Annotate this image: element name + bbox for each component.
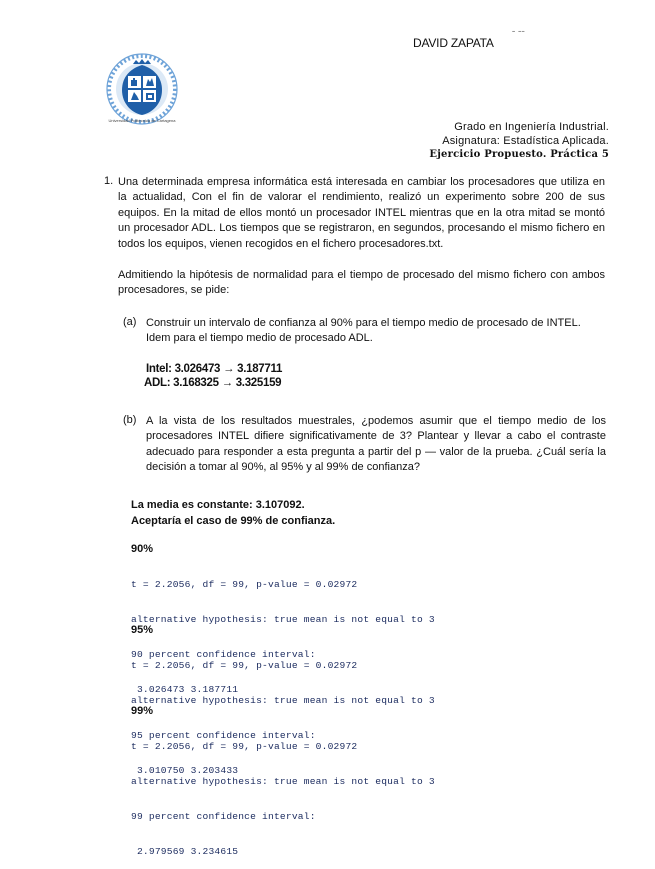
exercise-line: Ejercicio Propuesto. Práctica 5 [429,149,609,160]
logo-caption: Universidad Politécnica de Cartagena [108,118,176,123]
author-name: DAVID ZAPATA [413,36,494,50]
part-b-label: (b) [123,414,137,426]
adl-interval: ADL: 3.168325 → 3.325159 [144,377,282,389]
hypothesis-line: alternative hypothesis: true mean is not equal to 3 [131,694,435,706]
answer-decision: Aceptaría el caso de 99% de confianza. [131,515,336,527]
question-assumption: Admitiendo la hipótesis de normalidad para el tiempo de procesado del mismo fichero con ambos procesadores, se pide: [118,269,605,297]
block-99-title: 99% [131,705,154,717]
author-marks: ˉ ˉˉ [512,30,525,41]
block-95-title: 95% [131,624,154,636]
degree-line: Grado en Ingeniería Industrial. [454,121,609,133]
question-statement: Una determinada empresa informática está interesada en cambiar los procesadores que utiliza en la actualidad, Con el fin de valorar el rendimiento, realizó un experimento sobre 200 de sus equipos. En la mitad de ellos montó un procesador INTEL mientras que en la otra mitad se montó un procesador ADL. Los tiempos que se registraron, en segundos, procesando el mismo fichero en todos los equipos, vienen recogidos en el fichero procesadores.txt. [118,176,605,250]
block-90-title: 90% [131,543,154,555]
ci-label-line: 95 percent confidence interval: [131,729,316,741]
subject-line: Asignatura: Estadística Aplicada. [442,135,609,147]
block-99-output [131,718,435,869]
test-stat-line: t = 2.2056, df = 99, p-value = 0.02972 [131,741,358,753]
hypothesis-line: alternative hypothesis: true mean is not equal to 3 [131,775,435,787]
ci-values-line: 3.026473 3.187711 [131,683,239,695]
part-a-text: Construir un intervalo de confianza al 90% para el tiempo medio de procesado de INTEL. Idem para el tiempo medio de procesado ADL. [146,317,581,345]
ci-values-line: 2.979569 3.234615 [131,845,239,857]
hypothesis-line: alternative hypothesis: true mean is not equal to 3 [131,613,435,625]
test-stat-line: t = 2.2056, df = 99, p-value = 0.02972 [131,660,358,672]
test-stat-line: t = 2.2056, df = 99, p-value = 0.02972 [131,579,358,591]
answer-mean: La media es constante: 3.107092. [131,499,305,511]
university-logo-icon [105,52,179,126]
ci-values-line: 3.010750 3.203433 [131,764,239,776]
course-header [429,120,609,162]
ci-label-line: 99 percent confidence interval: [131,810,316,822]
ci-label-line: 90 percent confidence interval: [131,648,316,660]
part-a-label: (a) [123,316,137,328]
part-b-text: A la vista de los resultados muestrales, ¿podemos asumir que el tiempo medio de los procesadores INTEL difiere significativamente de 3? Plantear y llevar a cabo el contraste adecuado para responder a esta pregunta a partir del p — valor de la prueba. ¿Cuál sería la decisión a tomar al 90%, al 95% y al 99% de confianza? [146,415,606,474]
intel-interval: Intel: 3.026473 → 3.187711 [146,363,283,375]
question-number: 1. [104,175,114,187]
